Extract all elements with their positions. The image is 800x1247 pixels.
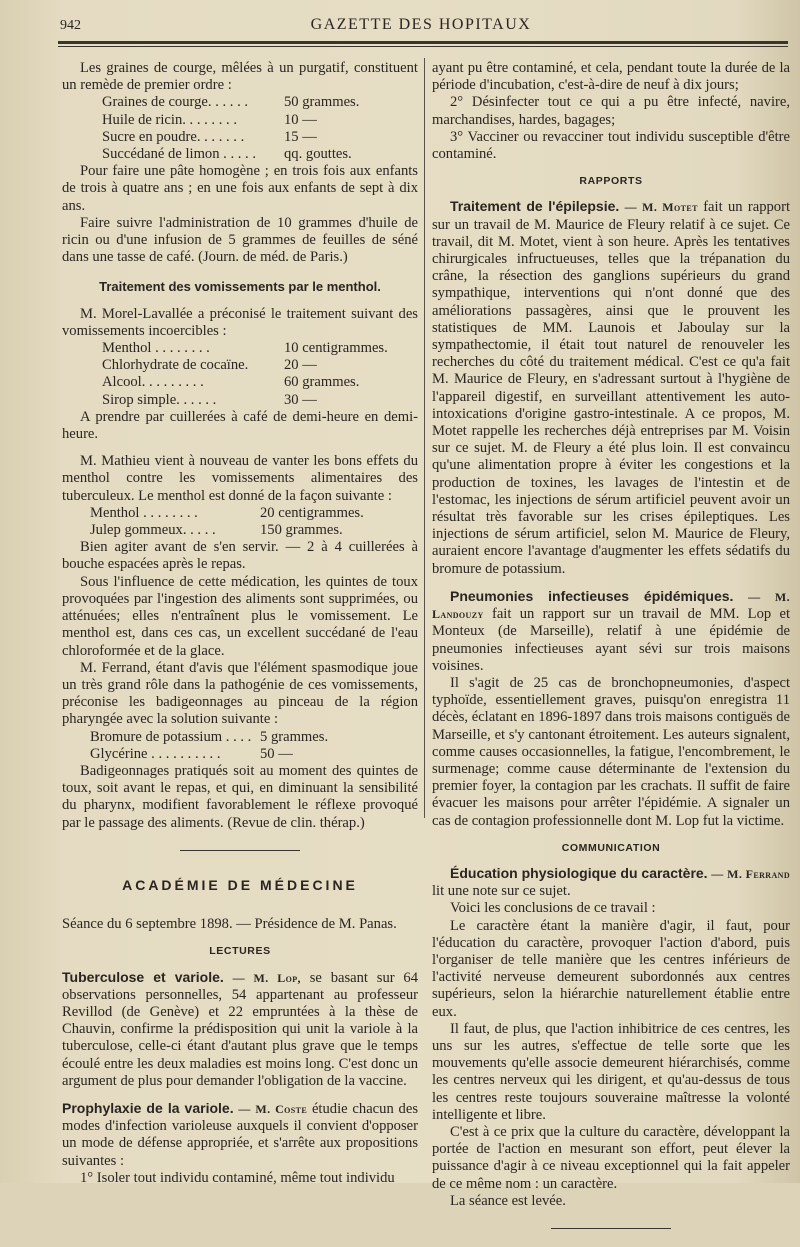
recipe-table — [90, 729, 418, 763]
running-title: GAZETTE DES HOPITAUX — [310, 16, 532, 33]
ingredient-quantity: 10 — — [284, 111, 317, 128]
recipe-table — [102, 94, 418, 163]
ingredient-name: Menthol . . . . . . . . — [102, 340, 210, 357]
ingredient-name: Glycérine . . . . . . . . . . — [90, 745, 221, 762]
recipe-table — [90, 505, 418, 539]
recipe-table — [102, 340, 418, 409]
ingredient-name: Succédané de limon . . . . . — [102, 146, 257, 163]
article-title: Prophylaxie de la variole. — [62, 1099, 234, 1116]
paragraph — [62, 1100, 418, 1170]
paragraph: A prendre par cuillerées à café de demi-heure en demi-heure. — [62, 408, 418, 443]
article-text: étudie chacun des modes d'infection varioleuse auxquels il convient d'opposer un mode de défense appropriée, et s'arrête aux propositions suivantes : — [62, 1100, 419, 1169]
ingredient-quantity: qq. gouttes. — [284, 146, 352, 163]
page-header — [56, 14, 786, 36]
ingredient-quantity: 5 grammes. — [260, 728, 329, 745]
paragraph: Pour faire une pâte homogène ; en trois fois aux enfants de trois à quatre ans ; en une fois aux enfants de sept à dix ans. — [62, 163, 418, 214]
paragraph — [432, 588, 790, 675]
article-text: lit une note sur ce sujet. — [432, 883, 571, 900]
paragraph: Sous l'influence de cette médication, les quintes de toux provoquées par l'ingestion des aliments sont supprimées, ou atténuées; elles n'entraînent plus le vomissement. Le menthol est, dans ces cas, un excellent succédané de l'eau chloroformée et de la glace. — [62, 573, 418, 659]
article-author: — M. Ferrand — [711, 866, 790, 881]
ingredient-quantity: 150 grammes. — [260, 522, 343, 539]
article-title: Éducation physiologique du caractère. — [450, 864, 708, 881]
paragraph: Le caractère étant la manière d'agir, il faut, pour l'éducation du caractère, provoquer l'action d'abord, puis l'organiser de telle manière que les centres inférieurs de l'activité nerveuse demeurent subordonnés aux centres supérieurs, selon la hiérarchie naturellement établie entre eux. — [432, 917, 790, 1020]
paragraph: Il s'agit de 25 cas de bronchopneumonies, d'aspect typhoïde, essentiellement graves, puisqu'on enregistra 11 décès, éclatant en 1896-1897 dans trois maisons contiguës de Marseille, et s'y cantonant étroitement. Les auteurs signalent, comme causes occasionnelles, la fatigue, l'encombrement, le surmenage; comme cause déterminante de l'extension du premier foyer, la contagion par les crachats. Il suffit de faire évacuer les maisons pour arrêter l'épidémie. A signaler un cas de contagion professionnelle dont M. Lop fut la victime. — [432, 674, 790, 829]
article-title: Traitement de l'épilepsie. — [450, 198, 620, 215]
ingredient-name: Sucre en poudre. . . . . . . — [102, 128, 245, 145]
paragraph: Voici les conclusions de ce travail : — [450, 900, 656, 917]
ornament-divider — [62, 842, 418, 859]
paragraph — [62, 969, 418, 1090]
paragraph: Les graines de courge, mêlées à un purgatif, constituent un remède de premier ordre : — [62, 60, 418, 94]
paragraph: ayant pu être contaminé, et cela, pendant toute la durée de la période d'incubation, c'est-à-dire de neuf à dix jours; — [432, 60, 790, 94]
paragraph: 2° Désinfecter tout ce qui a pu être infecté, navire, marchandises, hardes, bagages; — [432, 94, 790, 128]
ingredient-name: Alcool. . . . . . . . . — [102, 374, 204, 391]
article-author: — M. Motet — [624, 200, 698, 215]
paragraph — [432, 198, 790, 577]
paragraph: M. Mathieu vient à nouveau de vanter les bons effets du menthol contre les vomissements alimentaires des tuberculeux. Le menthol est donné de la façon suivante : — [62, 453, 418, 504]
ingredient-name: Menthol . . . . . . . . — [90, 504, 198, 521]
ingredient-name: Chlorhydrate de cocaïne. — [102, 357, 249, 374]
ornament-divider — [432, 1220, 790, 1237]
article-text: fait un rapport sur un travail de MM. Lop et Monteux (de Marseille), relatif à une épidémie de pneumonies infectieuses ayant sévi sur trois maisons voisines. — [432, 606, 790, 674]
article-text: se basant sur 64 observations personnelles, 54 appartenant au professeur Revillod (de Genève) et 22 empruntées à la thèse de Chauvin, confirme la prédisposition qui unit la variole à la tuberculose, celle-ci étant d'autant plus grave que le temps écoulé entre les deux maladies est moins long. C'est donc un argument de plus pour demander l'obligation de la vaccine. — [62, 969, 418, 1089]
ingredient-quantity: 20 centigrammes. — [260, 504, 364, 521]
ingredient-quantity: 50 — — [260, 745, 293, 762]
column-separator — [424, 58, 425, 818]
paragraph: M. Ferrand, étant d'avis que l'élément spasmodique joue un très grand rôle dans la pathogénie de ces vomissements, préconise les badigeonnages au pinceau de la région pharyngée avec la solution suivante : — [62, 659, 418, 728]
ingredient-quantity: 30 — — [284, 391, 317, 408]
paragraph: 3° Vacciner ou revacciner tout individu susceptible d'être contaminé. — [432, 128, 790, 163]
ingredient-quantity: 10 centigrammes. — [284, 340, 388, 357]
paragraph: 1° Isoler tout individu contaminé, même tout individu — [80, 1169, 395, 1186]
paragraph: M. Morel-Lavallée a préconisé le traitement suivant des vomissements incoercibles : — [62, 305, 418, 339]
page-number: 942 — [60, 18, 81, 33]
ingredient-name: Huile de ricin. . . . . . . . — [102, 111, 237, 128]
paragraph: Badigeonnages pratiqués soit au moment des quintes de toux, soit avant le repas, et qui, en diminuant la sensibilité du pharynx, modifient favorablement le réflexe provoqué par le passage des aliments. (Revue de clin. thérap.) — [62, 762, 418, 831]
article-author: — M. Lop, — [232, 970, 301, 985]
header-rule-thin — [58, 46, 788, 47]
academy-heading: ACADÉMIE DE MÉDECINE — [122, 876, 358, 893]
ingredient-name: Sirop simple. . . . . . — [102, 391, 217, 408]
article-title: Tuberculose et variole. — [62, 968, 224, 985]
right-column — [432, 60, 790, 1247]
article-author: — M. Coste — [238, 1101, 308, 1116]
section-heading: Traitement des vomissements par le menthol. — [99, 279, 381, 295]
ingredient-quantity: 20 — — [284, 357, 317, 374]
paragraph: C'est à ce prix que la culture du caractère, développant la portée de l'action en mesurant son effort, peut élever la puissance d'agir à ce niveau exceptionnel qui la fait appeler de ce même nom : un caractère. — [432, 1123, 790, 1192]
ingredient-quantity: 50 grammes. — [284, 94, 360, 111]
subsection-heading: COMMUNICATION — [561, 841, 661, 854]
paragraph: Il faut, de plus, que l'action inhibitrice de ces centres, les uns sur les autres, s'effectue de telle sorte que les mouvements qu'elle associe demeurent hiérarchisés, comme les centres nerveux qui les dirigent, et qu'au-dessus de tous les centres reste toujours souveraine maîtresse la volonté intelligente et libre. — [432, 1020, 790, 1123]
paragraph: Bien agiter avant de s'en servir. — 2 à 4 cuillerées à bouche espacées après le repas. — [62, 539, 418, 573]
article-text: fait un rapport sur un travail de M. Maurice de Fleury relatif à ce sujet. Ce travail, dit M. Motet, vient à son heure. Après les tentatives chirurgicales infructueuses, telles que la trépanation du crâne, la résection des ganglions supérieurs du grand sympathique, interventions qui n'ont donné que des améliorations passagères, ainsi que le prouvent les statistiques de MM. Launois et Jaboulay sur la sympathectomie, il était tout naturel de renouveler les recherches du côté du traitement médical. C'est ce qu'a fait M. Maurice de Fleury, en s'adressant surtout à l'hygiène de l'appareil digestif, en surveillant attentivement les auto-intoxications d'origine gastro-intestinale. A ce propos, M. Motet rappelle les recherches déjà entreprises par M. Voisin sur ce sujet. M. de Fleury a été plus loin. Il est convaincu qu'une alimentation propre à éviter les congestions et la production de toxines, les lavages de l'intestin et de l'estomac, les injections de sérum artificiel peuvent avoir un résultat très favorable sur les crises épileptiques. Les injections de sérum artificiel, selon M. Maurice de Fleury, auraient encore l'avantage d'augmenter les effets sédatifs du bromure de potassium. — [432, 199, 791, 577]
paragraph: Faire suivre l'administration de 10 grammes d'huile de ricin ou d'une infusion de 5 grammes de feuilles de séné dans une tasse de café. (Journ. de méd. de Paris.) — [62, 214, 418, 266]
ingredient-quantity: 60 grammes. — [284, 374, 360, 391]
ingredient-quantity: 15 — — [284, 128, 317, 145]
ingredient-name: Graines de courge. . . . . . — [102, 94, 249, 111]
article-author: — M. Landouzy — [432, 589, 790, 622]
subsection-heading: LECTURES — [209, 945, 271, 958]
ingredient-name: Bromure de potassium . . . . — [90, 728, 252, 745]
header-rule-thick — [58, 41, 788, 44]
left-column — [62, 60, 418, 1187]
paragraph — [432, 865, 790, 900]
session-line: Séance du 6 septembre 1898. — Présidence de M. Panas. — [62, 916, 397, 933]
ingredient-name: Julep gommeux. . . . . — [90, 522, 216, 539]
subsection-heading: RAPPORTS — [579, 175, 643, 188]
paragraph: La séance est levée. — [450, 1192, 566, 1209]
article-title: Pneumonies infectieuses épidémiques. — [450, 587, 734, 604]
